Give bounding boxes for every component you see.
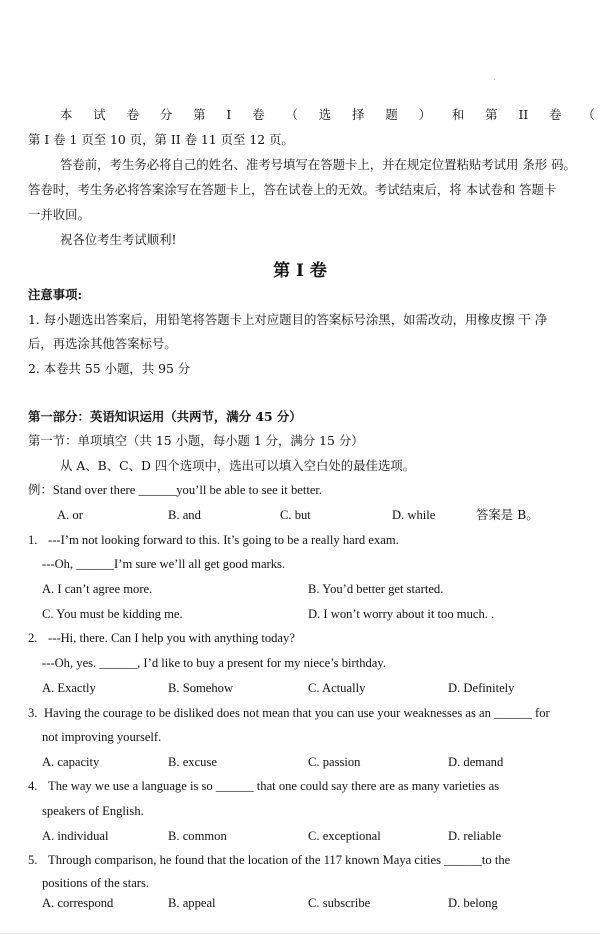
question-1-option-b: B. You’d better get started.	[308, 582, 444, 596]
intro-line-1-char: 题	[385, 107, 398, 122]
section-title: 第 I 卷	[273, 261, 327, 281]
question-2-option-b: B. Somehow	[168, 681, 234, 695]
intro-line-1-char: 试	[93, 107, 106, 122]
instructions-line-2: 答卷时，考生务必将答案涂写在答题卡上，答在试卷上的无效。考试结束后，将 本试卷和 答题卡	[28, 182, 557, 197]
question-5-option-c: C. subscribe	[308, 896, 371, 910]
question-3-option-b: B. excuse	[168, 755, 217, 769]
question-5-number: 5.	[28, 853, 38, 867]
example-answer: 答案是 B。	[476, 507, 539, 522]
question-2-option-d: D. Definitely	[448, 681, 515, 695]
question-4-line-1: The way we use a language is so ______ that one could say there are as many varieties as	[48, 779, 500, 793]
example-option-b: B. and	[168, 508, 201, 522]
question-5-line-1: Through comparison, he found that the location of the 117 known Maya cities ______to the	[48, 853, 511, 867]
intro-line-1-char: II	[518, 107, 529, 122]
question-3-option-a: A. capacity	[42, 755, 100, 769]
question-1-number: 1.	[28, 533, 38, 547]
example-question	[28, 482, 322, 498]
notes-heading: 注意事项:	[28, 287, 83, 302]
intro-line-1-char: 分	[159, 107, 173, 122]
scan-dot	[494, 79, 495, 80]
example-prefix: 例：	[28, 482, 53, 497]
section1-instruction: 从 A、B、C、D 四个选项中，选出可以填入空白处的最佳选项。	[60, 458, 416, 473]
question-1-option-c: C. You must be kidding me.	[42, 607, 183, 621]
question-5-option-b: B. appeal	[168, 896, 216, 910]
question-4-option-b: B. common	[168, 829, 227, 843]
intro-line-1-char: 第	[485, 107, 498, 122]
question-2-option-a: A. Exactly	[42, 681, 96, 695]
intro-line-1-char: I	[226, 107, 232, 122]
question-5-option-a: A. correspond	[42, 896, 114, 910]
question-2-line-2: ---Oh, yes. ______, I’d like to buy a present for my niece’s birthday.	[42, 656, 387, 670]
section1-heading: 第一节：单项填空（共 15 小题，每小题 1 分，满分 15 分）	[28, 433, 364, 448]
intro-line-1-char: 卷	[126, 107, 139, 122]
question-2-number: 2.	[28, 631, 38, 645]
question-2-option-c: C. Actually	[308, 681, 366, 695]
question-4-line-2: speakers of English.	[42, 804, 144, 818]
intro-line-1-char: （	[582, 107, 595, 122]
note-1-line-1: 1. 每小题选出答案后，用铅笔将答题卡上对应题目的答案标号涂黑，如需改动，用橡皮擦 干 净	[28, 312, 548, 327]
intro-line-1-char: （	[285, 107, 298, 122]
question-5-option-d: D. belong	[448, 896, 498, 910]
question-1-option-a: A. I can’t agree more.	[42, 582, 153, 596]
question-3-line-1: Having the courage to be disliked does not mean that you can use your weaknesses as an ______ for	[44, 706, 550, 720]
intro-line-1-char: 本	[60, 107, 73, 122]
question-3-number: 3.	[28, 706, 38, 720]
instructions-line-3: 一并收回。	[28, 207, 90, 222]
question-3-option-d: D. demand	[448, 755, 504, 769]
question-3-line-2: not improving yourself.	[42, 730, 162, 744]
example-option-d: D. while	[392, 508, 436, 522]
question-1-line-2: ---Oh, ______I’m sure we’ll all get good marks.	[42, 557, 286, 571]
page-bottom-edge	[0, 933, 600, 934]
question-4-option-d: D. reliable	[448, 829, 502, 843]
question-4-number: 4.	[28, 779, 38, 793]
intro-line-1-char: ）	[418, 107, 431, 122]
intro-line-1	[60, 107, 595, 123]
note-2: 2. 本卷共 55 小题，共 95 分	[28, 361, 191, 376]
intro-line-1-char: 和	[451, 107, 465, 122]
intro-line-2: 第 I 卷 1 页至 10 页，第 II 卷 11 页至 12 页。	[28, 132, 294, 147]
example-option-a: A. or	[57, 508, 83, 522]
example-option-c: C. but	[280, 508, 311, 522]
intro-line-1-char: 卷	[549, 107, 562, 122]
intro-line-1-char: 择	[352, 107, 365, 122]
part1-heading: 第一部分：英语知识运用（共两节，满分 45 分）	[28, 409, 302, 424]
intro-line-1-char: 第	[193, 107, 206, 122]
question-1-option-d: D. I won’t worry about it too much. .	[308, 607, 495, 621]
instructions-line-1: 答卷前，考生务必将自己的姓名、准考号填写在答题卡上，并在规定位置粘贴考试用 条形 码。	[60, 157, 576, 172]
wish-line: 祝各位考生考试顺利!	[60, 232, 177, 247]
question-3-option-c: C. passion	[308, 755, 361, 769]
intro-line-1-char: 卷	[252, 107, 265, 122]
question-5-line-2: positions of the stars.	[42, 876, 150, 890]
question-1-line-1: ---I’m not looking forward to this. It’s going to be a really hard exam.	[48, 533, 399, 547]
note-1-line-2: 后，再选涂其他答案标号。	[28, 336, 177, 351]
question-4-option-a: A. individual	[42, 829, 109, 843]
intro-line-1-char: 选	[318, 107, 332, 122]
question-2-line-1: ---Hi, there. Can I help you with anything today?	[48, 631, 295, 645]
example-text: Stand over there ______you’ll be able to see it better.	[52, 483, 323, 497]
question-4-option-c: C. exceptional	[308, 829, 381, 843]
